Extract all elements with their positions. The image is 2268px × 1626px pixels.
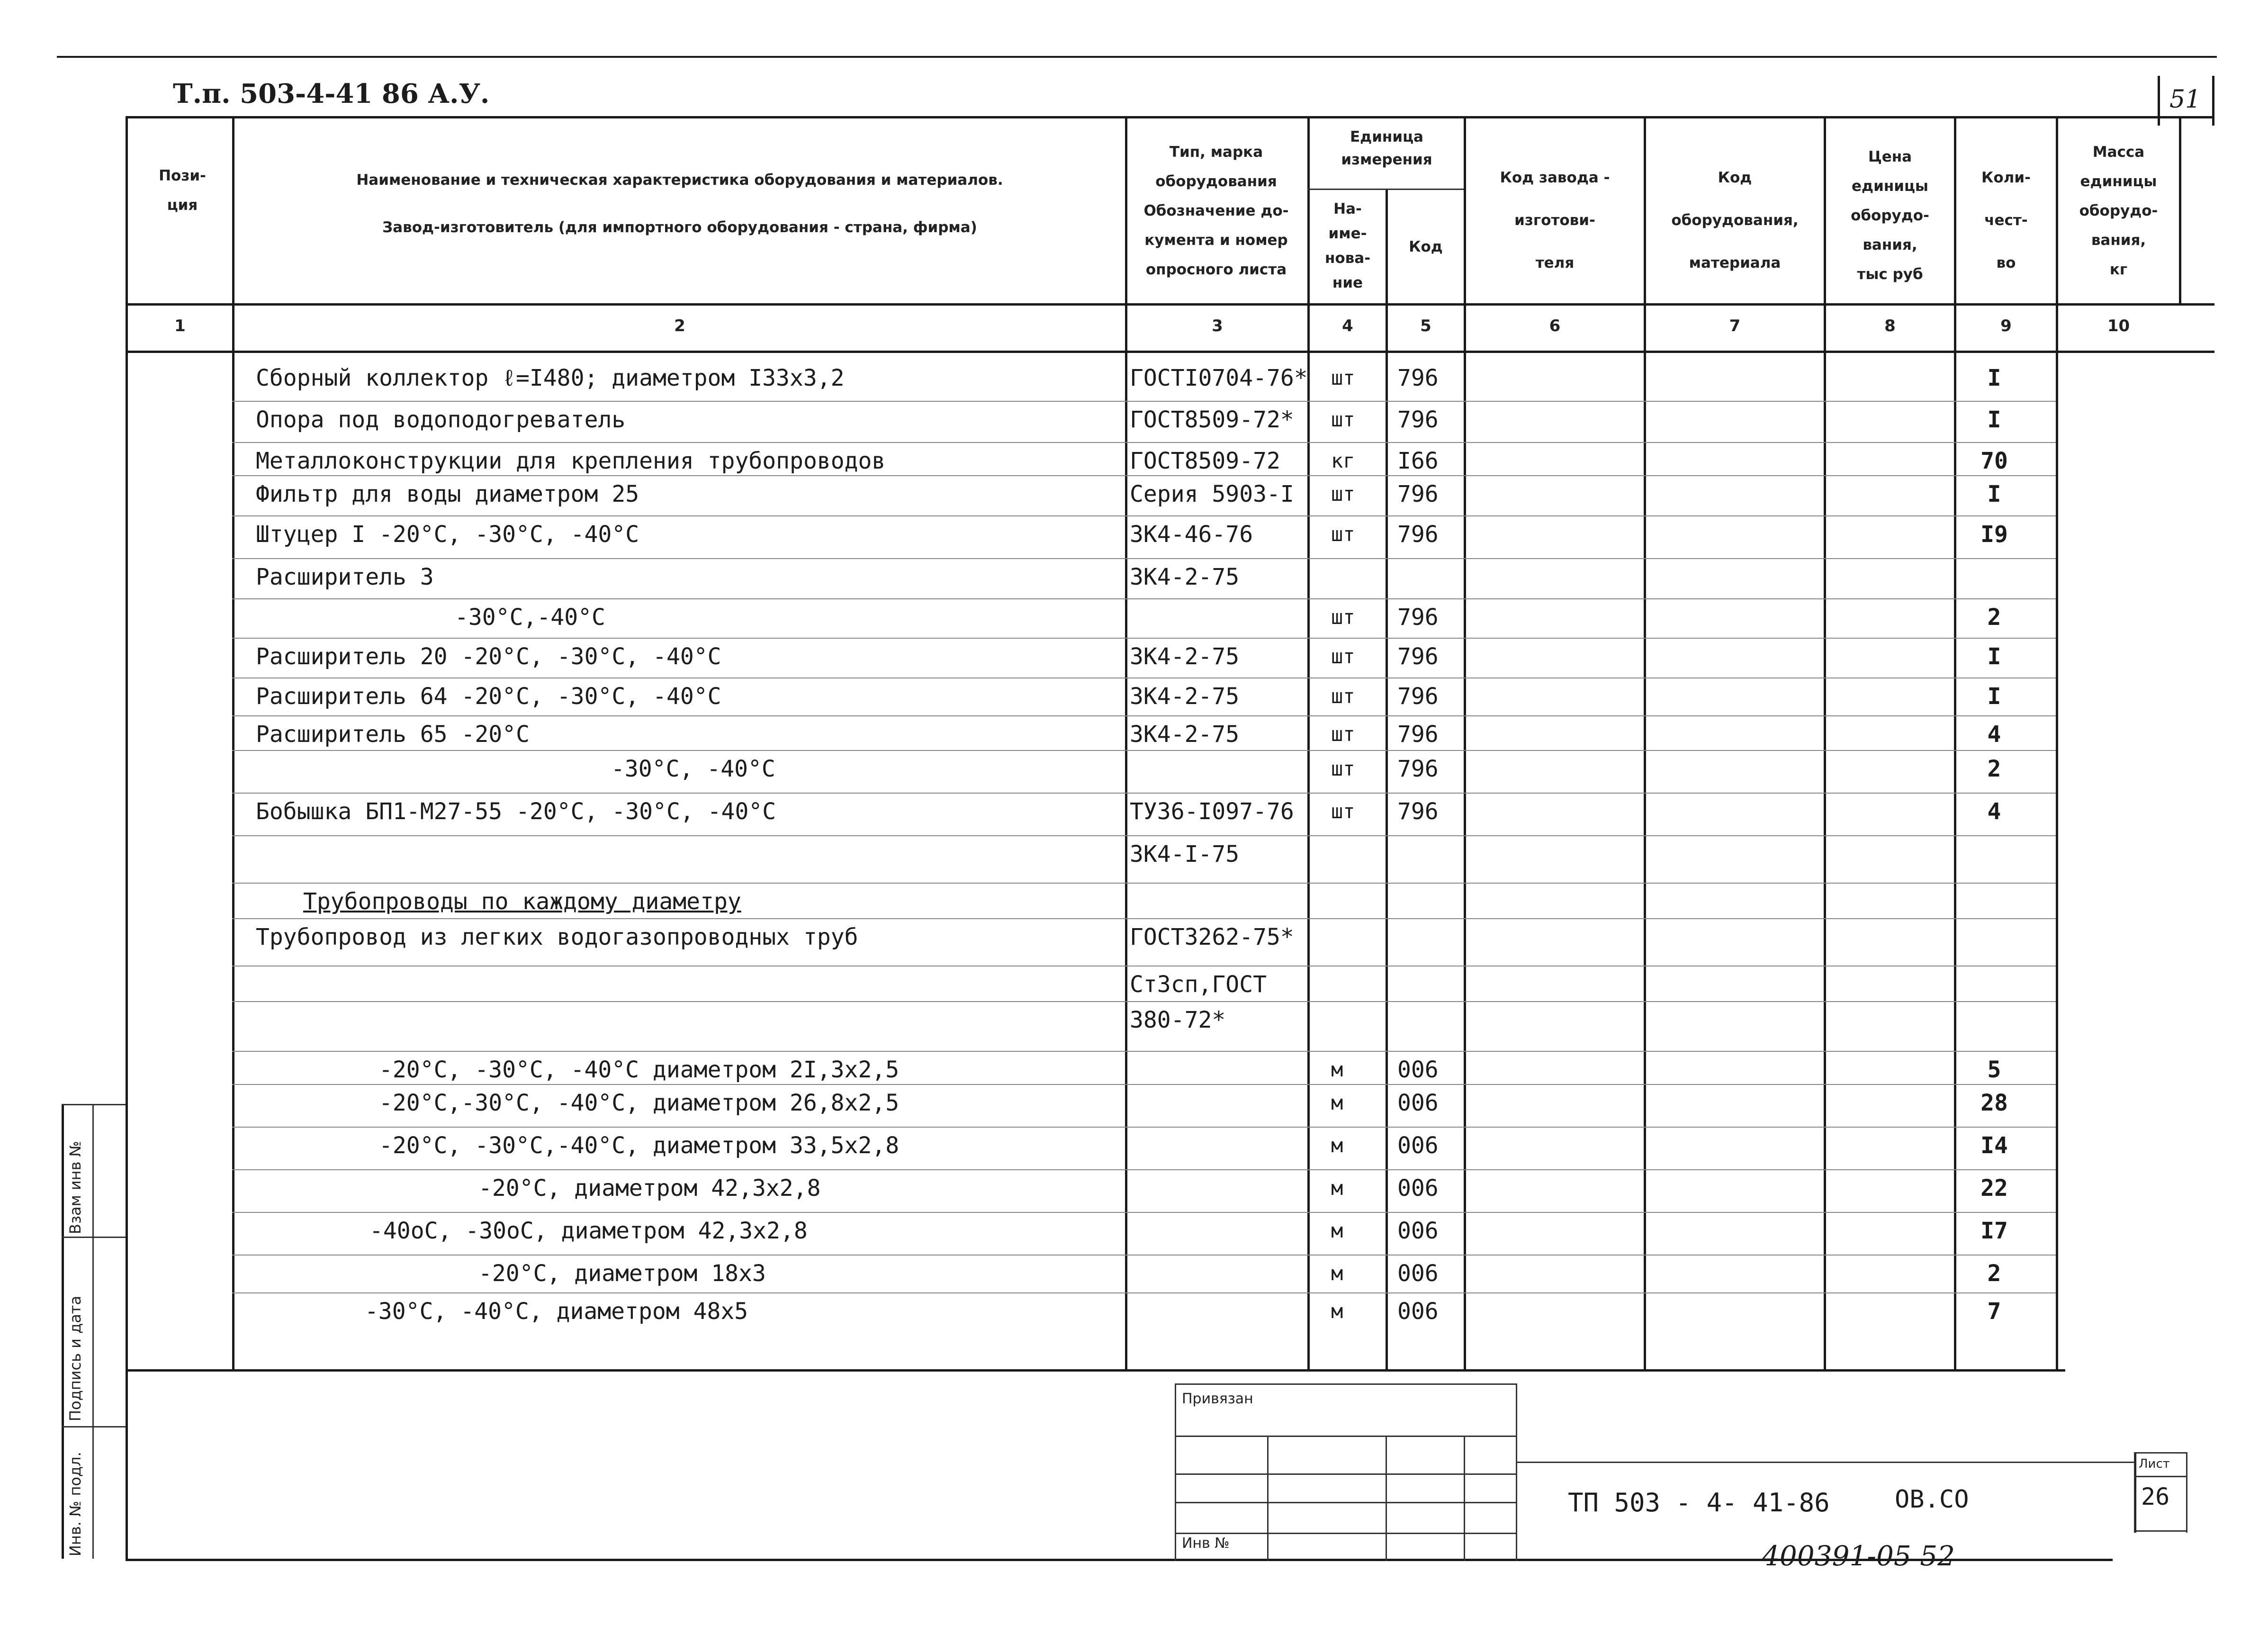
row-type: Серия 5903-I xyxy=(1130,481,1294,507)
col4-header: На- име- нова- ние xyxy=(1324,200,1371,291)
row-name: -40оС, -30оС, диаметром 42,3x2,8 xyxy=(369,1218,808,1244)
row-type: ТУ36-I097-76 xyxy=(1130,798,1294,825)
row-unit: кг xyxy=(1331,449,1355,472)
row-separator xyxy=(232,1292,2056,1293)
row-code: 006 xyxy=(1397,1218,1439,1244)
side-div-2 xyxy=(62,1237,126,1238)
row-type: ЗК4-2-75 xyxy=(1130,564,1240,590)
stamp-doc-code: ОВ.СО xyxy=(1895,1485,1969,1514)
row-separator xyxy=(232,598,2056,599)
row-separator xyxy=(232,750,2056,751)
row-unit: шт xyxy=(1331,757,1355,780)
row-name: -30°С, -40°С xyxy=(611,756,775,782)
row-code: 796 xyxy=(1397,604,1439,631)
table-top-line xyxy=(126,116,2214,118)
row-separator xyxy=(232,475,2056,476)
row-separator xyxy=(232,1084,2056,1085)
table-bottom-line xyxy=(126,1369,2065,1372)
row-name: -20°С, диаметром 18x3 xyxy=(478,1260,766,1287)
row-code: 796 xyxy=(1397,481,1439,507)
row-name: Расширитель 3 xyxy=(256,564,434,590)
row-name: -30°С, -40°С, диаметром 48x5 xyxy=(365,1298,748,1325)
column-number-3: 3 xyxy=(1212,316,1223,335)
row-code: 796 xyxy=(1397,643,1439,670)
column-number-4: 4 xyxy=(1342,316,1353,335)
row-quantity: I xyxy=(1987,481,2001,507)
row-unit: м xyxy=(1331,1300,1343,1323)
side-label-replace-inv: Взам инв № xyxy=(66,1141,84,1234)
row-quantity: 2 xyxy=(1987,756,2001,782)
title-block-top xyxy=(1516,1462,2136,1463)
side-strip-mid xyxy=(92,1104,94,1559)
row-quantity: I9 xyxy=(1980,521,2008,548)
row-type: ЗК4-46-76 xyxy=(1130,521,1253,548)
row-unit: шт xyxy=(1331,685,1355,708)
row-quantity: 28 xyxy=(1980,1090,2008,1116)
row-quantity: 2 xyxy=(1987,1260,2001,1287)
row-code: I66 xyxy=(1397,448,1439,474)
row-separator xyxy=(232,1001,2056,1002)
row-quantity: 70 xyxy=(1980,448,2008,474)
row-type: ЗК4-2-75 xyxy=(1130,683,1240,710)
row-code: 796 xyxy=(1397,406,1439,433)
row-code: 006 xyxy=(1397,1057,1439,1083)
row-separator xyxy=(232,515,2056,516)
side-div-1 xyxy=(62,1104,126,1105)
row-type: Ст3сп,ГОСТ xyxy=(1130,971,1267,998)
col9-header: Коли- чест- во xyxy=(1981,169,2031,271)
row-unit: шт xyxy=(1331,408,1355,431)
doc-reference: Т.п. 503-4-41 86 А.У. xyxy=(173,78,490,109)
archive-number: 400391-05 52 xyxy=(1762,1540,1955,1572)
row-name: -20°С, диаметром 42,3x2,8 xyxy=(478,1175,821,1201)
unit-group-line xyxy=(1307,189,1464,190)
row-separator xyxy=(232,966,2056,967)
row-separator xyxy=(232,1051,2056,1052)
row-quantity: 2 xyxy=(1987,604,2001,631)
stamp-privyazan: Привязан xyxy=(1182,1391,1253,1407)
row-separator xyxy=(232,1127,2056,1128)
row-type: ГОСТ8509-72 xyxy=(1130,448,1280,474)
row-type: ЗК4-I-75 xyxy=(1130,841,1240,867)
col-divider-8 xyxy=(1954,116,1956,1372)
row-separator xyxy=(232,835,2056,836)
row-name: Бобышка БП1-М27-55 -20°С, -30°С, -40°С xyxy=(256,798,776,825)
row-unit: шт xyxy=(1331,605,1355,629)
row-separator xyxy=(232,401,2056,402)
stamp-v1 xyxy=(1267,1436,1269,1561)
row-name: Фильтр для воды диаметром 25 xyxy=(256,481,639,507)
row-separator xyxy=(232,638,2056,639)
row-name: -30°С,-40°С xyxy=(455,604,605,631)
row-unit: м xyxy=(1331,1058,1343,1081)
row-quantity: I xyxy=(1987,643,2001,670)
stamp-sheet-label: Лист xyxy=(2139,1457,2170,1471)
stamp-sheet-number: 26 xyxy=(2141,1483,2170,1510)
top-border-line xyxy=(57,56,2217,58)
col7-header: Код оборудования, материала xyxy=(1671,169,1799,271)
col1-header: Пози- ция xyxy=(159,167,206,214)
col-divider-1 xyxy=(232,116,234,1372)
col-divider-3 xyxy=(1307,116,1310,1372)
col-divider-6 xyxy=(1644,116,1646,1372)
row-name: Расширитель 65 -20°С xyxy=(256,721,530,748)
row-type: ГОСТI0704-76* xyxy=(1130,365,1308,391)
row-unit: шт xyxy=(1331,523,1355,546)
row-name: Трубопроводы по каждому диаметру xyxy=(303,888,741,915)
column-number-6: 6 xyxy=(1549,316,1561,335)
numbers-bottom-line xyxy=(126,351,2214,353)
header-bottom-line xyxy=(126,303,2214,306)
side-label-signature-date: Подпись и дата xyxy=(66,1295,84,1421)
row-separator xyxy=(232,558,2056,559)
row-name: Опора под водоподогреватель xyxy=(256,406,626,433)
row-name: -20°С, -30°С,-40°С, диаметром 33,5x2,8 xyxy=(379,1132,900,1159)
row-unit: шт xyxy=(1331,645,1355,668)
row-code: 796 xyxy=(1397,798,1439,825)
row-code: 796 xyxy=(1397,756,1439,782)
row-quantity: I4 xyxy=(1980,1132,2008,1159)
row-name: Сборный коллектор ℓ=I480; диаметром I33x3,2 xyxy=(256,365,845,391)
unit-group-header: Единица измерения xyxy=(1341,128,1432,168)
row-code: 006 xyxy=(1397,1090,1439,1116)
row-name: Расширитель 64 -20°С, -30°С, -40°С xyxy=(256,683,721,710)
col-divider-2 xyxy=(1125,116,1127,1372)
column-number-8: 8 xyxy=(1884,316,1896,335)
row-code: 006 xyxy=(1397,1260,1439,1287)
row-code: 796 xyxy=(1397,521,1439,548)
row-unit: шт xyxy=(1331,366,1355,389)
side-label-inv-original: Инв. № подл. xyxy=(66,1452,84,1556)
stamp-doc-number: ТП 503 - 4- 41-86 xyxy=(1568,1488,1830,1518)
row-name: -20°С, -30°С, -40°С диаметром 2I,3x2,5 xyxy=(379,1057,900,1083)
row-type: ЗК4-2-75 xyxy=(1130,643,1240,670)
row-separator xyxy=(232,883,2056,884)
row-unit: м xyxy=(1331,1262,1343,1285)
side-div-3 xyxy=(62,1426,126,1427)
row-separator xyxy=(232,442,2056,443)
row-name: Штуцер I -20°С, -30°С, -40°С xyxy=(256,521,639,548)
sheet-box-right xyxy=(2186,1452,2187,1533)
column-number-1: 1 xyxy=(174,316,186,335)
row-quantity: 22 xyxy=(1980,1175,2008,1201)
row-name: Расширитель 20 -20°С, -30°С, -40°С xyxy=(256,643,721,670)
sheet-box-mid xyxy=(2134,1476,2186,1477)
row-quantity: 4 xyxy=(1987,721,2001,748)
row-separator xyxy=(232,1255,2056,1256)
row-name: -20°С,-30°С, -40°С, диаметром 26,8x2,5 xyxy=(379,1090,900,1116)
page-corner-number: 51 xyxy=(2169,85,2201,114)
row-quantity: 4 xyxy=(1987,798,2001,825)
row-quantity: I7 xyxy=(1980,1218,2008,1244)
row-separator xyxy=(232,1212,2056,1213)
column-number-2: 2 xyxy=(674,316,685,335)
stamp-left xyxy=(1175,1383,1176,1561)
row-quantity: 7 xyxy=(1987,1298,2001,1325)
row-unit: м xyxy=(1331,1176,1343,1200)
row-unit: м xyxy=(1331,1219,1343,1242)
stamp-top xyxy=(1175,1383,1516,1385)
col2-header: Наименование и техническая характеристика оборудования и материалов. Завод-изготовитель (для импортного оборудования - страна, фирма) xyxy=(356,172,1003,236)
sheet-box-bottom xyxy=(2134,1530,2186,1532)
row-quantity: 5 xyxy=(1987,1057,2001,1083)
column-number-9: 9 xyxy=(2000,316,2012,335)
row-code: 006 xyxy=(1397,1175,1439,1201)
row-type: 380-72* xyxy=(1130,1007,1226,1033)
row-code: 796 xyxy=(1397,365,1439,391)
row-code: 006 xyxy=(1397,1132,1439,1159)
side-strip-left xyxy=(62,1104,64,1559)
row-unit: м xyxy=(1331,1091,1343,1114)
row-code: 796 xyxy=(1397,721,1439,748)
stamp-v2 xyxy=(1386,1436,1387,1561)
col10-header: Масса единицы оборудо- вания, кг xyxy=(2079,144,2158,278)
row-code: 796 xyxy=(1397,683,1439,710)
row-separator xyxy=(232,793,2056,794)
col6-header: Код завода - изготови- теля xyxy=(1500,169,1610,271)
col5-header: Код xyxy=(1409,238,1443,255)
stamp-v3 xyxy=(1464,1436,1465,1561)
row-type: ГОСТ8509-72* xyxy=(1130,406,1294,433)
row-separator xyxy=(232,715,2056,716)
row-unit: шт xyxy=(1331,723,1355,746)
row-unit: шт xyxy=(1331,482,1355,506)
row-type: ГОСТ3262-75* xyxy=(1130,924,1294,950)
row-unit: шт xyxy=(1331,800,1355,823)
stamp-right xyxy=(1516,1383,1517,1561)
sheet-box-top xyxy=(2134,1452,2186,1454)
row-separator xyxy=(232,1169,2056,1170)
col-divider-7 xyxy=(1824,116,1826,1372)
column-number-10: 10 xyxy=(2107,316,2130,335)
stamp-inv-number: Инв № xyxy=(1182,1535,1230,1552)
col-divider-10 xyxy=(2179,116,2181,306)
row-code: 006 xyxy=(1397,1298,1439,1325)
column-number-5: 5 xyxy=(1420,316,1431,335)
col-divider-5 xyxy=(1464,116,1466,1372)
col-divider-4 xyxy=(1386,190,1388,1372)
row-quantity: I xyxy=(1987,365,2001,391)
col-divider-9 xyxy=(2056,116,2058,1372)
row-name: Трубопровод из легких водогазопроводных труб xyxy=(256,924,858,950)
column-number-7: 7 xyxy=(1729,316,1741,335)
row-name: Металлоконструкции для крепления трубопроводов xyxy=(256,448,886,474)
col3-header: Тип, марка оборудования Обозначение до- кумента и номер опросного листа xyxy=(1143,144,1289,278)
row-quantity: I xyxy=(1987,683,2001,710)
row-quantity: I xyxy=(1987,406,2001,433)
row-separator xyxy=(232,918,2056,919)
sheet-box-left xyxy=(2134,1452,2135,1533)
row-type: ЗК4-2-75 xyxy=(1130,721,1240,748)
col8-header: Цена единицы оборудо- вания, тыс руб xyxy=(1851,148,1929,283)
row-unit: м xyxy=(1331,1134,1343,1157)
